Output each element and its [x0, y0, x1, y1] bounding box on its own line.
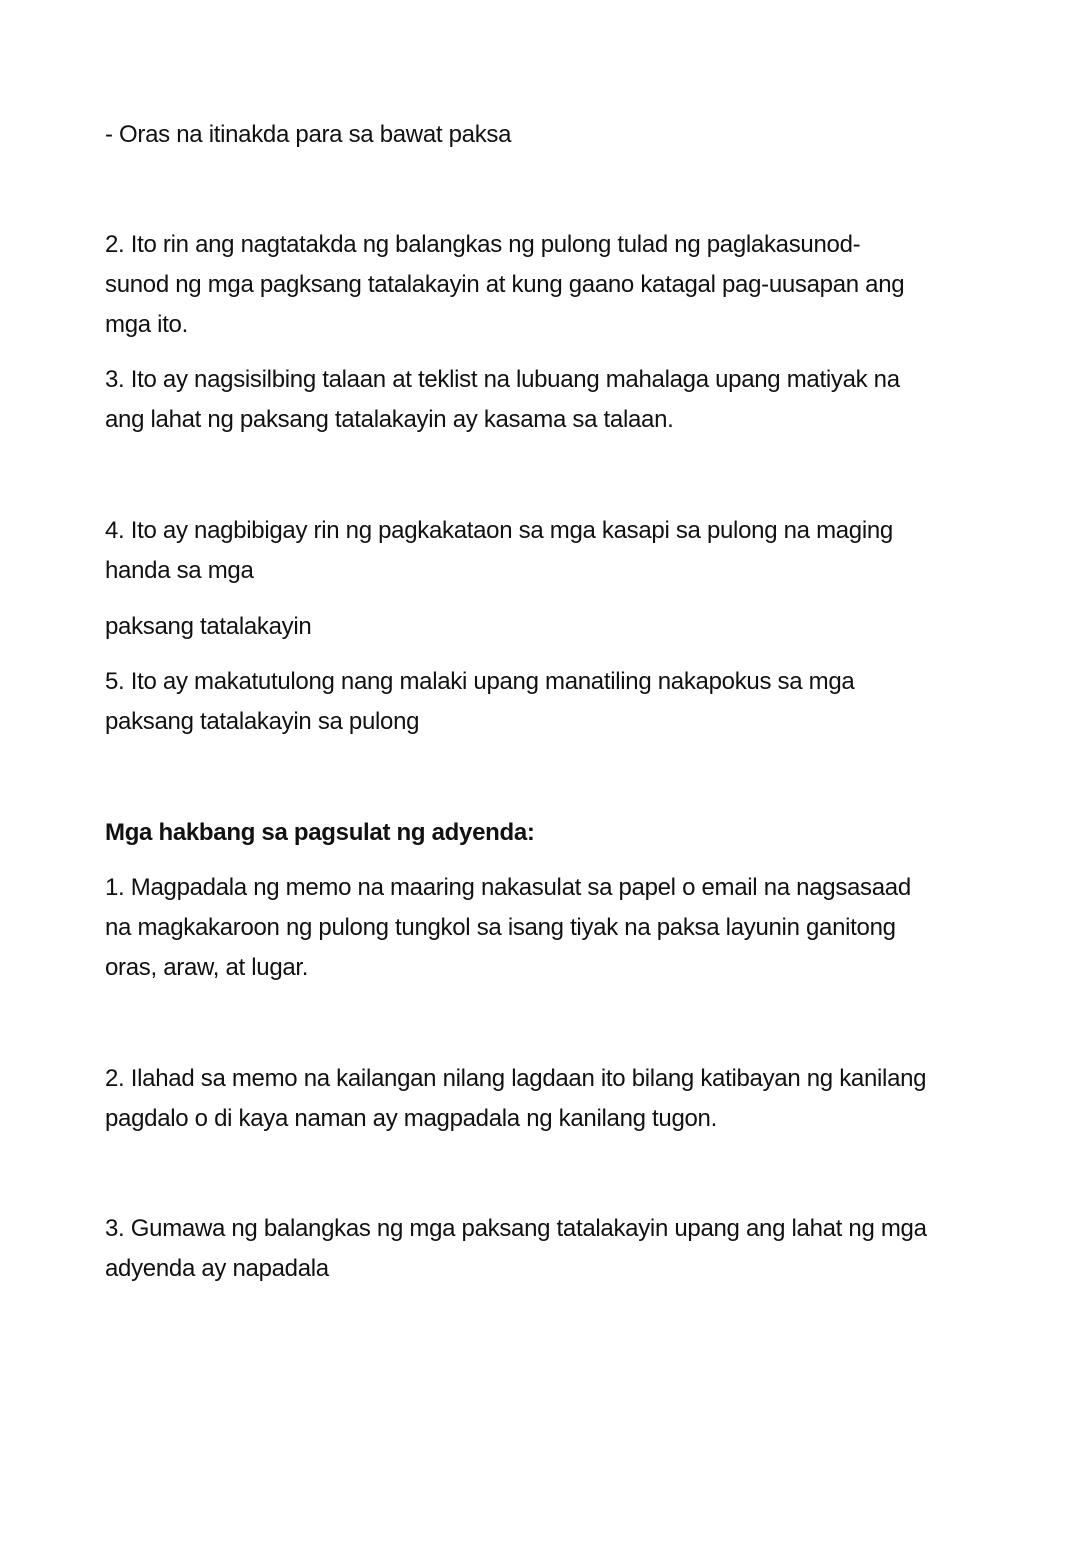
- text-line: 3. Ito ay nagsisilbing talaan at teklist na lubuang mahalaga upang matiyak na: [105, 366, 900, 393]
- text-line: paksang tatalakayin: [105, 613, 312, 640]
- text-line: 2. Ilahad sa memo na kailangan nilang lagdaan ito bilang katibayan ng kanilang: [105, 1065, 927, 1092]
- text-line: 3. Gumawa ng balangkas ng mga paksang tatalakayin upang ang lahat ng mga: [105, 1215, 927, 1242]
- text-line: 5. Ito ay makatutulong nang malaki upang manatiling nakapokus sa mga: [105, 668, 855, 695]
- text-line: ang lahat ng paksang tatalakayin ay kasama sa talaan.: [105, 406, 674, 433]
- text-line: na magkakaroon ng pulong tungkol sa isang tiyak na paksa layunin ganitong: [105, 914, 896, 941]
- text-line: paksang tatalakayin sa pulong: [105, 708, 420, 735]
- text-line: sunod ng mga pagksang tatalakayin at kung gaano katagal pag-uusapan ang: [105, 271, 905, 298]
- text-line: adyenda ay napadala: [105, 1255, 329, 1282]
- intro-bullet: - Oras na itinakda para sa bawat paksa: [105, 121, 512, 148]
- text-line: oras, araw, at lugar.: [105, 954, 309, 981]
- text-line: 2. Ito rin ang nagtatakda ng balangkas ng pulong tulad ng paglakasunod-: [105, 231, 861, 258]
- text-line: mga ito.: [105, 311, 188, 338]
- text-line: handa sa mga: [105, 557, 254, 584]
- text-line: pagdalo o di kaya naman ay magpadala ng kanilang tugon.: [105, 1105, 717, 1132]
- steps-heading: Mga hakbang sa pagsulat ng adyenda:: [105, 819, 535, 846]
- text-line: 4. Ito ay nagbibigay rin ng pagkakataon sa mga kasapi sa pulong na maging: [105, 517, 893, 544]
- text-line: 1. Magpadala ng memo na maaring nakasulat sa papel o email na nagsasaad: [105, 874, 911, 901]
